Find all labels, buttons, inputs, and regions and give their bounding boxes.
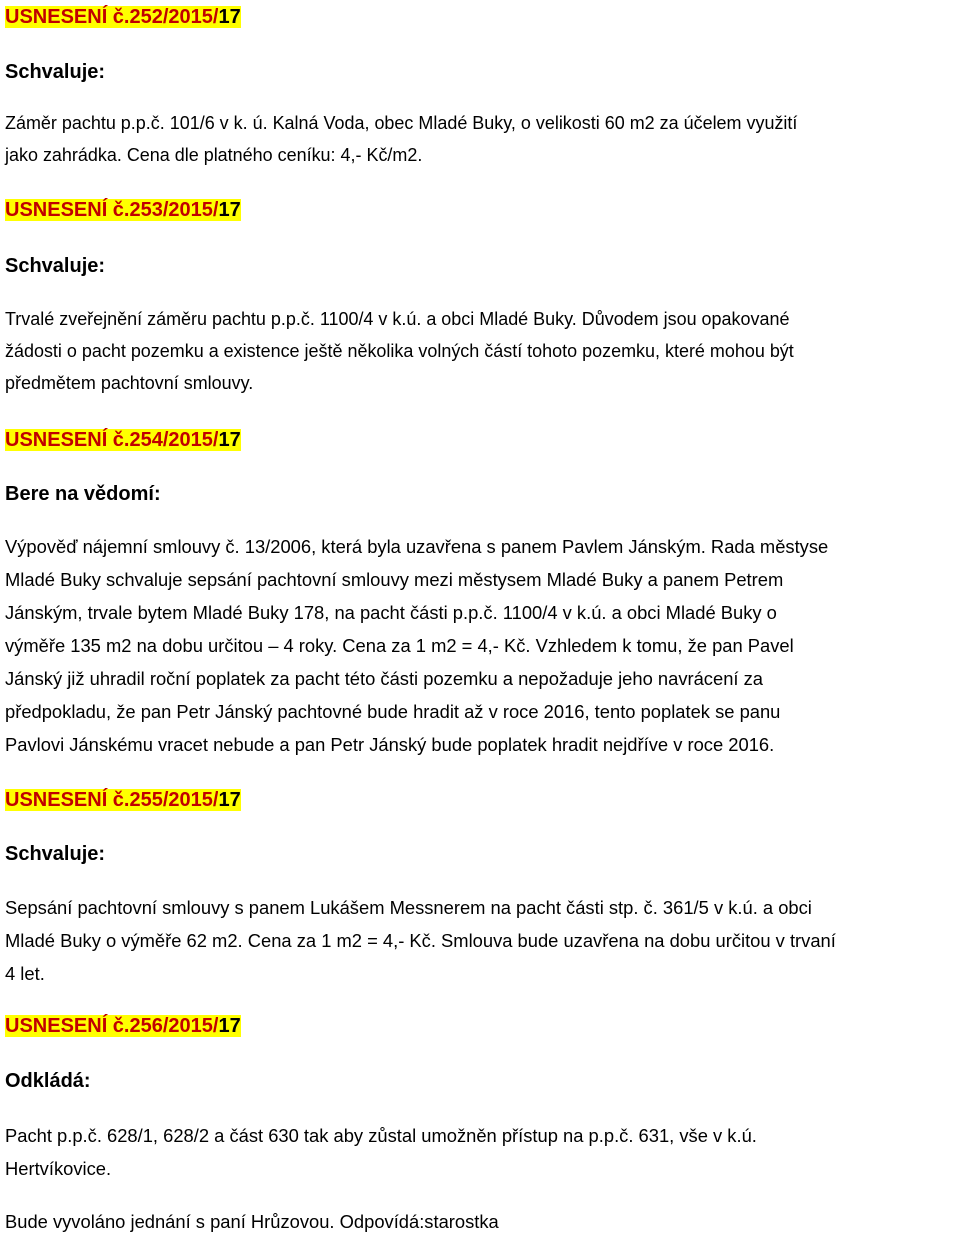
- body-line: Výpověď nájemní smlouvy č. 13/2006, která byla uzavřena s panem Pavlem Jánským. Rada městyse: [5, 536, 829, 557]
- resolution-heading-suffix: 17: [218, 1015, 241, 1037]
- body-line: výměře 135 m2 na dobu určitou – 4 roky. Cena za 1 m2 = 4,- Kč. Vzhledem k tomu, že pan Pavel: [5, 635, 794, 656]
- body-line: Mladé Buky o výměře 62 m2. Cena za 1 m2 = 4,- Kč. Smlouva bude uzavřena na dobu určitou v trvaní: [5, 930, 836, 951]
- body-line: Sepsání pachtovní smlouvy s panem Lukášem Messnerem na pacht části stp. č. 361/5 v k.ú. a obci: [5, 897, 812, 918]
- body-line: žádosti o pacht pozemku a existence ještě několika volných částí tohoto pozemku, které mohou být: [5, 341, 794, 361]
- body-line: Jánským, trvale bytem Mladé Buky 178, na pacht části p.p.č. 1100/4 v k.ú. a obci Mladé Buky o: [5, 602, 777, 623]
- resolution-heading-prefix: USNESENÍ č.: [5, 6, 130, 28]
- body-line: předmětem pachtovní smlouvy.: [5, 373, 254, 393]
- resolution-action-label: Schvaluje:: [5, 843, 106, 865]
- resolution-body-253: [5, 303, 957, 399]
- resolution-heading-number: 253/2015/: [129, 199, 219, 221]
- resolution-body-252: [5, 107, 957, 171]
- resolution-action-label: Schvaluje:: [5, 61, 106, 83]
- resolution-heading-254: [5, 428, 241, 452]
- body-line: Záměr pachtu p.p.č. 101/6 v k. ú. Kalná Voda, obec Mladé Buky, o velikosti 60 m2 za účelem využití: [5, 113, 798, 133]
- resolution-heading-252: [5, 5, 241, 29]
- resolution-heading-256: [5, 1014, 241, 1038]
- body-line: předpokladu, že pan Petr Jánský pachtovné bude hradit až v roce 2016, tento poplatek se panu: [5, 701, 781, 722]
- resolution-action-label: Odkládá:: [5, 1070, 91, 1092]
- note-line: Bude vyvoláno jednání s paní Hrůzovou. Odpovídá:starostka: [5, 1211, 499, 1232]
- resolution-heading-suffix: 17: [218, 429, 241, 451]
- body-line: Trvalé zveřejnění záměru pachtu p.p.č. 1100/4 v k.ú. a obci Mladé Buky. Důvodem jsou opakované: [5, 309, 790, 329]
- body-line: Mladé Buky schvaluje sepsání pachtovní smlouvy mezi městysem Mladé Buky a panem Petrem: [5, 569, 784, 590]
- resolution-heading-number: 256/2015/: [129, 1015, 219, 1037]
- resolution-heading-suffix: 17: [218, 6, 241, 28]
- resolution-heading-suffix: 17: [218, 199, 241, 221]
- resolution-heading-number: 255/2015/: [129, 789, 219, 811]
- body-line: 4 let.: [5, 963, 45, 984]
- body-line: Hertvíkovice.: [5, 1158, 112, 1179]
- resolution-body-255: [5, 891, 957, 990]
- resolution-action-label: Schvaluje:: [5, 255, 106, 277]
- resolution-heading-prefix: USNESENÍ č.: [5, 789, 130, 811]
- resolution-heading-prefix: USNESENÍ č.: [5, 429, 130, 451]
- body-line: Jánský již uhradil roční poplatek za pacht této části pozemku a nepožaduje jeho navrácení za: [5, 668, 763, 689]
- resolution-body-254: [5, 530, 957, 761]
- resolution-heading-253: [5, 198, 241, 222]
- body-line: Pacht p.p.č. 628/1, 628/2 a část 630 tak aby zůstal umožněn přístup na p.p.č. 631, vše v k.ú.: [5, 1125, 757, 1146]
- resolution-action-label: Bere na vědomí:: [5, 483, 161, 505]
- resolution-heading-255: [5, 788, 241, 812]
- resolution-heading-number: 254/2015/: [129, 429, 219, 451]
- resolution-heading-number: 252/2015/: [129, 6, 219, 28]
- resolution-heading-prefix: USNESENÍ č.: [5, 1015, 130, 1037]
- resolution-body-256: [5, 1119, 957, 1185]
- resolution-heading-suffix: 17: [218, 789, 241, 811]
- resolution-note: [5, 1205, 957, 1238]
- body-line: Pavlovi Jánskému vracet nebude a pan Petr Jánský bude poplatek hradit nejdříve v roce 2016.: [5, 734, 775, 755]
- resolution-heading-prefix: USNESENÍ č.: [5, 199, 130, 221]
- body-line: jako zahrádka. Cena dle platného ceníku: 4,- Kč/m2.: [5, 145, 423, 165]
